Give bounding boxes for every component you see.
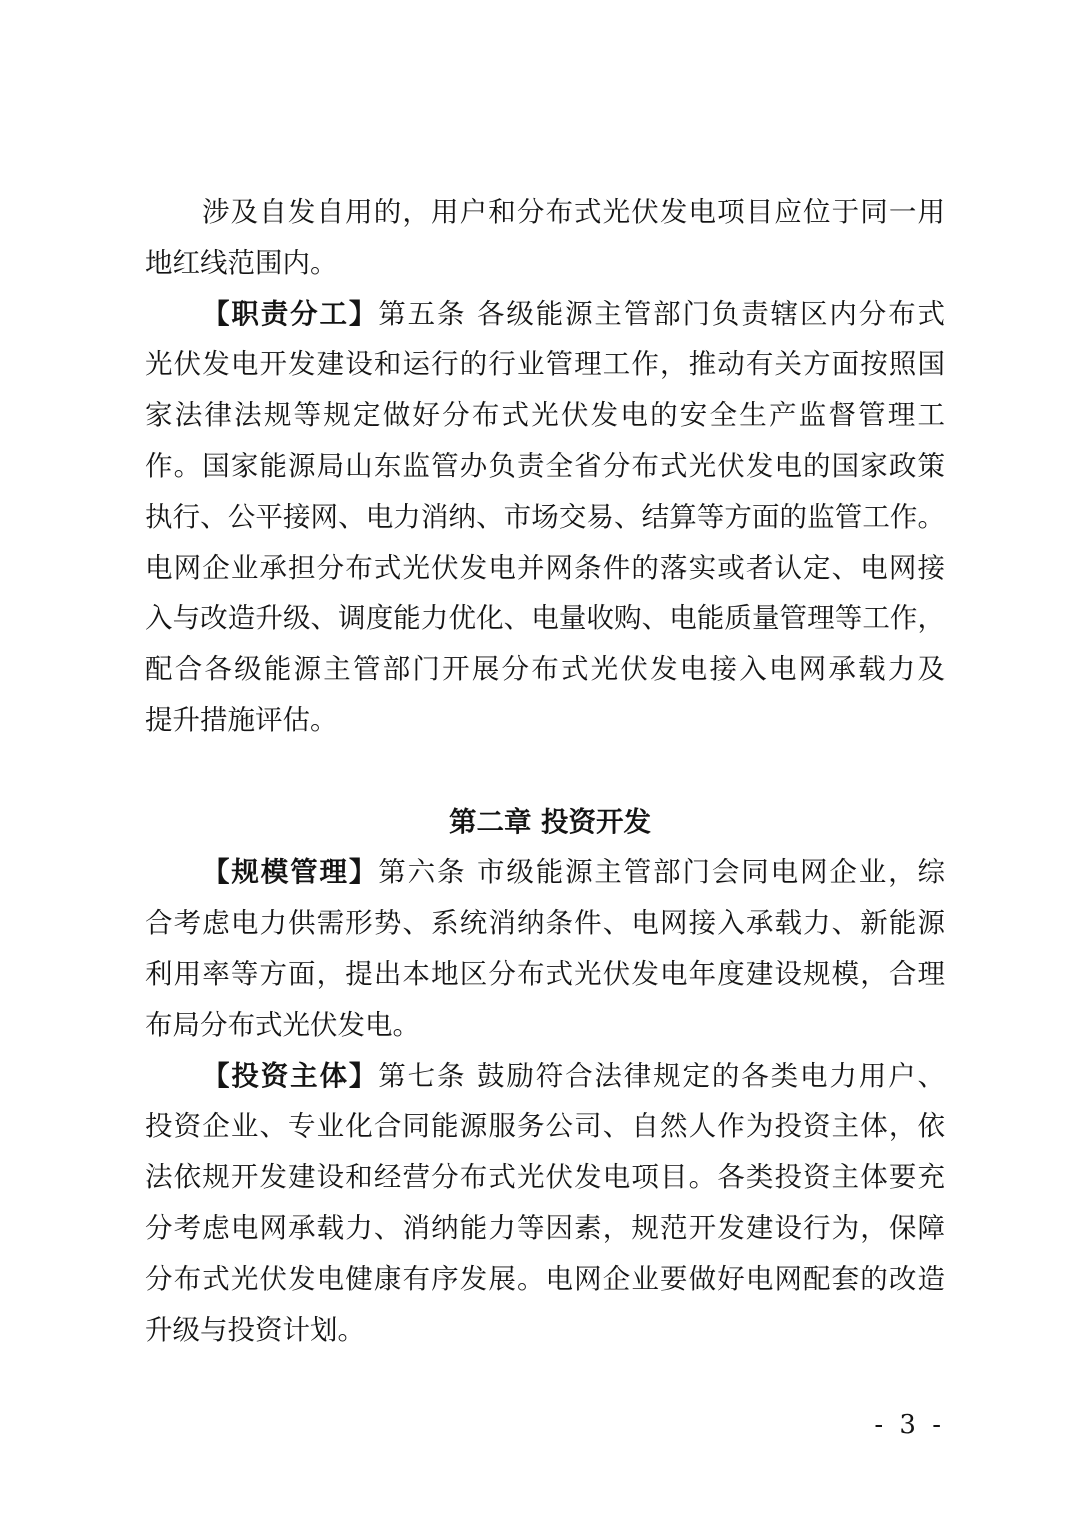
article-text: 第五条 各级能源主管部门负责辖区内分布式 — [378, 297, 946, 330]
text-line: 布局分布式光伏发电。 — [145, 1008, 420, 1041]
text-line: 光伏发电开发建设和运行的行业管理工作，推动有关方面按照国 — [145, 348, 945, 381]
text-line: 合考虑电力供需形势、系统消纳条件、电网接入承载力、新能源 — [145, 907, 945, 940]
text-line: 入与改造升级、调度能力优化、电量收购、电能质量管理等工作， — [145, 602, 945, 635]
text-line: 提升措施评估。 — [145, 703, 338, 736]
page-number: - 3 - — [874, 1410, 945, 1440]
text-line — [145, 289, 945, 340]
article-label: 【投资主体】 — [202, 1059, 379, 1092]
article-text: 第六条 市级能源主管部门会同电网企业，综 — [378, 856, 946, 889]
article-text: 第七条 鼓励符合法律规定的各类电力用户、 — [378, 1059, 946, 1092]
text-line: 升级与投资计划。 — [145, 1313, 365, 1346]
text-line: 分考虑电网承载力、消纳能力等因素，规范开发建设行为，保障 — [145, 1211, 945, 1244]
text-line: 电网企业承担分布式光伏发电并网条件的落实或者认定、电网接 — [145, 551, 945, 584]
text-line: 利用率等方面，提出本地区分布式光伏发电年度建设规模，合理 — [145, 957, 945, 990]
paragraph-continued — [145, 187, 945, 289]
article-label: 【职责分工】 — [202, 297, 379, 330]
text-line: 投资企业、专业化合同能源服务公司、自然人作为投资主体，依 — [145, 1110, 945, 1143]
text-line: 地红线范围内。 — [145, 246, 338, 279]
chapter-heading: 第二章 投资开发 — [448, 805, 652, 838]
text-line: 配合各级能源主管部门开展分布式光伏发电接入电网承载力及 — [145, 653, 945, 686]
text-line: 家法律法规等规定做好分布式光伏发电的安全生产监督管理工 — [145, 399, 945, 432]
paragraph-article-7 — [145, 1051, 945, 1356]
article-label: 【规模管理】 — [202, 856, 379, 889]
blank-line — [145, 746, 945, 797]
text-line — [145, 847, 945, 898]
text-line: 执行、公平接网、电力消纳、市场交易、结算等方面的监管工作。 — [145, 500, 945, 533]
document-body — [145, 187, 945, 1355]
text-line — [145, 1051, 945, 1102]
text-line: 作。国家能源局山东监管办负责全省分布式光伏发电的国家政策 — [145, 449, 945, 482]
text-line: 分布式光伏发电健康有序发展。电网企业要做好电网配套的改造 — [145, 1262, 945, 1295]
paragraph-article-5 — [145, 289, 945, 746]
paragraph-article-6 — [145, 847, 945, 1050]
text-line: 法依规开发建设和经营分布式光伏发电项目。各类投资主体要充 — [145, 1161, 945, 1194]
text-line: 涉及自发自用的，用户和分布式光伏发电项目应位于同一用 — [202, 196, 945, 228]
